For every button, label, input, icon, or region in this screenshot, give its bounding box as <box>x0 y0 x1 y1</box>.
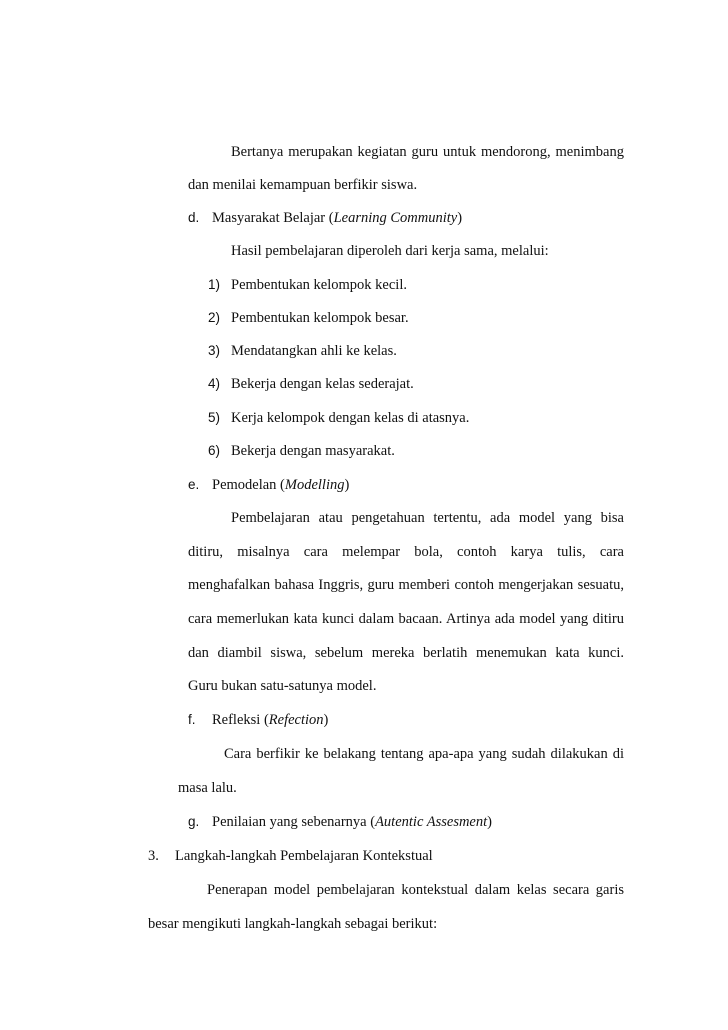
paragraph-line: menghafalkan bahasa Inggris, guru memberi contoh mengerjakan sesuatu, <box>188 577 624 593</box>
heading-close: ) <box>487 814 492 830</box>
heading-close: ) <box>323 712 329 728</box>
paragraph-line: Bertanya merupakan kegiatan guru untuk mendorong, menimbang <box>231 144 624 160</box>
list-item: Kerja kelompok dengan kelas di atasnya. <box>231 410 470 426</box>
paragraph-line: cara memerlukan kata kunci dalam bacaan. Artinya ada model yang ditiru <box>188 611 624 627</box>
heading-italic: Learning Community <box>333 210 458 226</box>
paragraph-line: Guru bukan satu-satunya model. <box>188 678 377 694</box>
list-number: 5) <box>208 410 221 425</box>
section-heading: Langkah-langkah Pembelajaran Kontekstual <box>175 848 433 864</box>
list-item: Bekerja dengan masyarakat. <box>231 443 395 459</box>
paragraph-line: besar mengikuti langkah-langkah sebagai berikut: <box>148 916 438 932</box>
item-g-heading <box>212 813 492 831</box>
heading-italic: Modelling <box>284 477 345 493</box>
item-f-heading <box>212 711 328 729</box>
paragraph-line: ditiru, misalnya cara melempar bola, contoh karya tulis, cara <box>188 544 624 560</box>
item-d-heading <box>212 209 462 227</box>
list-number: 3) <box>208 343 221 358</box>
list-marker-f: f. <box>188 712 196 727</box>
paragraph-line: dan menilai kemampuan berfikir siswa. <box>188 177 418 193</box>
list-marker-e: e. <box>188 477 200 492</box>
list-marker-d: d. <box>188 210 200 225</box>
list-number: 6) <box>208 443 221 458</box>
heading-text: Pemodelan ( <box>212 477 285 493</box>
heading-close: ) <box>457 210 463 226</box>
list-item: Bekerja dengan kelas sederajat. <box>231 376 414 392</box>
heading-italic: Refection <box>268 712 324 728</box>
list-marker-g: g. <box>188 814 200 829</box>
list-item: Pembentukan kelompok besar. <box>231 310 409 326</box>
heading-text: Masyarakat Belajar ( <box>212 210 334 226</box>
list-item: Mendatangkan ahli ke kelas. <box>231 343 397 359</box>
paragraph-line: Pembelajaran atau pengetahuan tertentu, ada model yang bisa <box>231 510 624 526</box>
heading-italic: Autentic Assesment <box>375 814 488 830</box>
heading-text: Penilaian yang sebenarnya ( <box>212 814 376 830</box>
section-number: 3. <box>148 848 159 864</box>
list-number: 2) <box>208 310 221 325</box>
paragraph-line: masa lalu. <box>178 780 237 796</box>
paragraph-line: Cara berfikir ke belakang tentang apa-apa yang sudah dilakukan di <box>224 746 624 762</box>
list-number: 4) <box>208 376 221 391</box>
paragraph-line: Penerapan model pembelajaran kontekstual dalam kelas secara garis <box>207 882 624 898</box>
heading-text: Refleksi ( <box>212 712 269 728</box>
item-d-intro: Hasil pembelajaran diperoleh dari kerja sama, melalui: <box>231 243 549 259</box>
item-e-heading <box>212 476 349 494</box>
list-number: 1) <box>208 277 221 292</box>
paragraph-line: dan diambil siswa, sebelum mereka berlatih menemukan kata kunci. <box>188 645 624 661</box>
heading-close: ) <box>344 477 350 493</box>
list-item: Pembentukan kelompok kecil. <box>231 277 407 293</box>
